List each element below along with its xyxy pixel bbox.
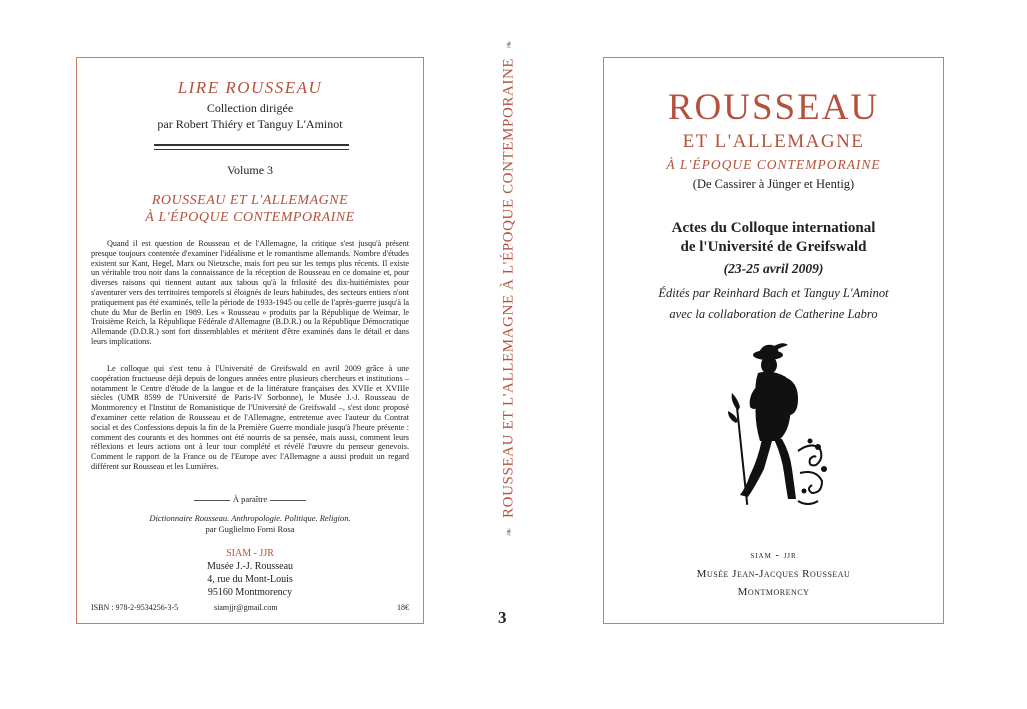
address-line-3: 95160 Montmorency xyxy=(207,587,293,598)
email: siamjjr@gmail.com xyxy=(214,603,278,612)
blurb-paragraph-1: Quand il est question de Rousseau et de l'Allemagne, la critique s'est jusqu'à présent presque toujours contentée d'examiner l'idéalisme et le romantisme allemands. Nombre d'études existent sur Kant, Hegel, Marx ou Nietzsche, mais fort peu sur les temps plus récents. Il existe un véritable trou noir dans la connaissance de la réception de Rousseau en ce domaine et, pour diverses raisons qui tiennent autant aux tabous qu'à la frilosité des dix-huitiémistes pour s'aventurer vers des territoires temporels si éloignés de leurs habitudes, des secteurs entiers n'ont pratiquement pas été examinés, telle la période de 1933-1945 ou celle de l'après-guerre jusqu'à la chute du Mur de Berlin en 1989. Les « Rousseau » produits par la République de Weimar, le Troisième Reich, la République Fédérale d'Allemagne (B.D.R.) ou la République Démocratique Allemande (D.D.R.) sont fort dissemblables et méritent d'être examinés dans le détail et dans leurs implications. xyxy=(91,239,409,346)
front-subtitle-1: ET L'ALLEMAGNE xyxy=(682,131,865,152)
acts-line-2: de l'Université de Greifswald xyxy=(680,239,867,255)
collection-directors: par Robert Thiéry et Tanguy L'Aminot xyxy=(157,117,343,131)
forthcoming-heading xyxy=(77,494,423,504)
back-cover xyxy=(76,57,424,624)
book-title-line2: À L'ÉPOQUE CONTEMPORAINE xyxy=(145,210,355,225)
collection-label: Collection dirigée xyxy=(206,101,294,115)
book-title-line1: ROUSSEAU ET L'ALLEMAGNE xyxy=(151,193,349,208)
blurb-paragraph-2: Le colloque qui s'est tenu à l'Université de Greifswald en avril 2009 grâce à une coopération fructueuse déjà depuis de longues années entre plusieurs chercheurs et institutions – notamment le Centre d'étude de la langue et de la littérature françaises des XVIIe et XVIIIe siècles (UMR 8599 de l'Université de Paris-IV Sorbonne), le Musée J.-J. Rousseau de Montmorency et l'Institut de Romanistique de l'Université de Greifswald –, s'est donc proposé d'examiner cette relation de Rousseau et de l'Allemagne, entretenue avec l'auteur du Contrat social et des Confessions depuis la fin de la Première Guerre mondiale jusqu'à l'heure présente : comment des courants et des hommes ont été nourris de sa pensée, mais aussi, comment leurs réflexions et leurs actions ont à leur tour complété et révélé l'œuvre du penseur genevois. Comment le rapport de la France ou de l'Europe avec l'Allemagne a aussi produit un regard différent sur Rousseau et les Lumières. xyxy=(91,364,409,471)
front-subtitle-3: (De Cassirer à Jünger et Hentig) xyxy=(692,177,855,191)
collaboration: avec la collaboration de Catherine Labro xyxy=(669,307,878,321)
leaf-ornament-icon: ❧ xyxy=(503,526,516,537)
front-publisher: siam - jjr xyxy=(750,550,797,561)
spine-title xyxy=(500,39,518,537)
publisher-name: SIAM - JJR xyxy=(226,548,274,559)
spine xyxy=(490,39,528,537)
front-museum: Musée Jean-Jacques Rousseau xyxy=(696,568,851,580)
forthcoming-title: Dictionnaire Rousseau. Anthropologie. Politique. Religion. xyxy=(149,513,351,523)
divider-thin xyxy=(154,149,349,150)
series-title: LIRE ROUSSEAU xyxy=(177,78,323,97)
address-line-1: Musée J.-J. Rousseau xyxy=(206,561,294,572)
front-title: ROUSSEAU xyxy=(667,87,880,128)
address-line-2: 4, rue du Mont-Louis xyxy=(207,574,293,585)
front-subtitle-2: À L'ÉPOQUE CONTEMPORAINE xyxy=(666,157,881,172)
isbn: ISBN : 978-2-9534256-3-5 xyxy=(91,603,179,612)
forthcoming-author: par Guglielmo Forni Rosa xyxy=(205,524,295,534)
colloquium-dates: (23-25 avril 2009) xyxy=(723,261,824,276)
front-city: Montmorency xyxy=(737,586,810,598)
dash-left xyxy=(194,500,230,501)
dash-right xyxy=(270,500,306,501)
spine-volume-number: 3 xyxy=(498,608,507,627)
volume-label: Volume 3 xyxy=(226,163,274,177)
front-cover xyxy=(603,57,944,624)
rousseau-silhouette-icon xyxy=(728,341,828,517)
leaf-ornament-icon: ❧ xyxy=(503,39,516,50)
editors: Édités par Reinhard Bach et Tanguy L'Aminot xyxy=(658,286,889,300)
price: 18€ xyxy=(397,603,409,612)
forthcoming-label: À paraître xyxy=(232,494,268,504)
spine-title-text: ROUSSEAU ET L'ALLEMAGNE À L'ÉPOQUE CONTEMPORAINE xyxy=(500,57,517,518)
divider-thick xyxy=(154,144,349,146)
acts-line-1: Actes du Colloque international xyxy=(671,220,876,236)
